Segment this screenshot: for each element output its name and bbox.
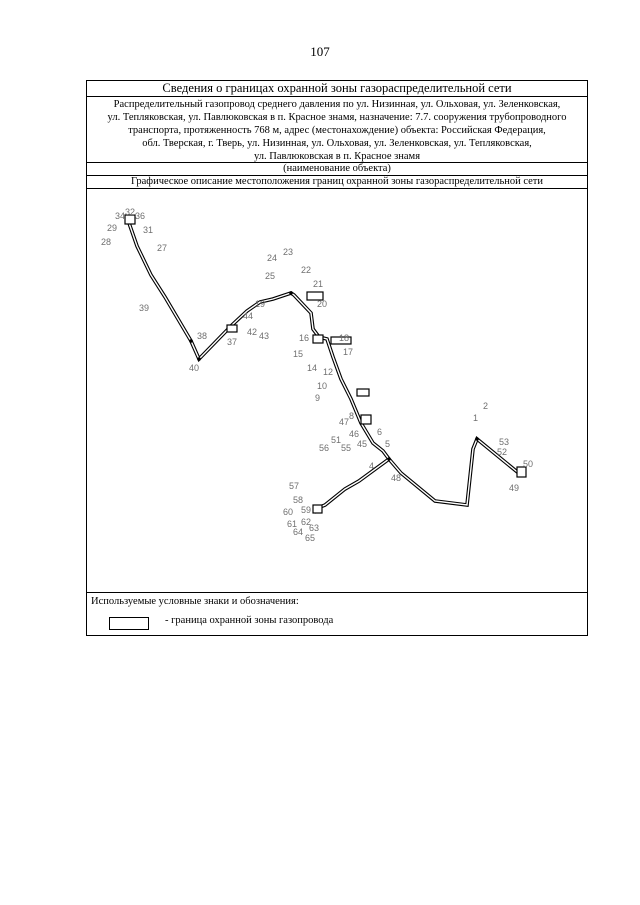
form-title: Сведения о границах охранной зоны газораспределительной сети (87, 81, 587, 97)
point-label: 25 (265, 271, 276, 281)
legend-boundary-label: - граница охранной зоны газопровода (165, 615, 334, 626)
point-label: 5 (385, 439, 391, 449)
point-label: 9 (315, 393, 321, 403)
spur-stub (357, 389, 369, 396)
object-name-caption: (наименование объекта) (87, 163, 587, 176)
page-number: 107 (310, 44, 330, 59)
point-label: 43 (259, 331, 270, 341)
object-description-line: транспорта, протяженность 768 м, адрес (местонахождение) объекта: Российская Федерация, (128, 125, 546, 136)
point-label: 61 (287, 519, 298, 529)
graphic-description-title: Графическое описание местоположения границ охранной зоны газораспределительной сети (87, 176, 587, 189)
point-label: 19 (255, 299, 266, 309)
point-label: 42 (247, 327, 258, 337)
point-label: 50 (523, 459, 534, 469)
object-description-line: Распределительный газопровод среднего давления по ул. Низинная, ул. Ольховая, ул. Зеленковская, (113, 99, 561, 110)
point-label: 37 (227, 337, 238, 347)
point-label: 38 (197, 331, 208, 341)
point-label: 17 (343, 347, 354, 357)
object-description-line: обл. Тверская, г. Тверь, ул. Низинная, ул. Ольховая, ул. Зеленковская, ул. Тепляковская, (142, 138, 532, 149)
legend-title: Используемые условные знаки и обозначения: (91, 596, 299, 607)
pipeline-drawing (87, 189, 587, 593)
point-label: 23 (283, 247, 294, 257)
point-label: 44 (243, 311, 254, 321)
point-label: 45 (357, 439, 368, 449)
pipeline-plan-svg (87, 189, 587, 593)
object-description (87, 97, 587, 163)
route-point (197, 357, 201, 361)
point-label: 21 (313, 279, 324, 289)
spur-stub (361, 415, 371, 424)
spur-stub (313, 505, 322, 513)
point-label: 60 (283, 507, 294, 517)
point-label: 15 (293, 349, 304, 359)
point-label: 32 (125, 207, 136, 217)
point-label: 1 (473, 413, 479, 423)
point-label: 31 (143, 225, 154, 235)
point-label: 58 (293, 495, 304, 505)
object-description-line: ул. Павлюковская в п. Красное знамя (253, 151, 421, 162)
point-label: 24 (267, 253, 278, 263)
point-label: 40 (189, 363, 200, 373)
point-label: 6 (377, 427, 383, 437)
spur-stub (227, 325, 237, 332)
route-point (475, 437, 479, 441)
point-label: 62 (301, 517, 312, 527)
point-label: 22 (301, 265, 312, 275)
point-label: 8 (349, 411, 355, 421)
pipeline-main-route (129, 223, 521, 505)
boundary-form (86, 80, 588, 636)
point-label: 18 (339, 333, 350, 343)
point-label: 49 (509, 483, 520, 493)
pipeline-main-route-inner (129, 223, 521, 505)
point-label: 34 (115, 211, 126, 221)
point-label: 36 (135, 211, 146, 221)
spur-stub (313, 335, 323, 343)
route-point (289, 291, 293, 295)
legend (87, 593, 587, 637)
point-label: 10 (317, 381, 328, 391)
route-point (387, 457, 391, 461)
point-label: 63 (309, 523, 320, 533)
point-label: 4 (369, 461, 375, 471)
point-label: 55 (341, 443, 352, 453)
point-label: 14 (307, 363, 318, 373)
point-label: 29 (107, 223, 118, 233)
point-label: 51 (331, 435, 342, 445)
point-label: 52 (497, 447, 508, 457)
point-label: 64 (293, 527, 304, 537)
point-label: 48 (391, 473, 402, 483)
point-label: 27 (157, 243, 168, 253)
point-label: 46 (349, 429, 360, 439)
point-label: 56 (319, 443, 330, 453)
point-label: 12 (323, 367, 334, 377)
point-label: 47 (339, 417, 350, 427)
point-label: 20 (317, 299, 328, 309)
point-label: 39 (139, 303, 150, 313)
point-label: 53 (499, 437, 510, 447)
object-description-line: ул. Тепляковская, ул. Павлюковская в п. Красное знамя, назначение: 7.7. сооружения трубопроводного (107, 112, 567, 123)
point-label: 28 (101, 237, 112, 247)
point-label: 65 (305, 533, 316, 543)
legend-boundary-swatch (109, 617, 149, 630)
route-point (189, 339, 193, 343)
pipeline-spurs (125, 215, 526, 513)
point-label: 57 (289, 481, 300, 491)
point-label: 59 (301, 505, 312, 515)
point-label: 16 (299, 333, 310, 343)
point-label: 2 (483, 401, 489, 411)
